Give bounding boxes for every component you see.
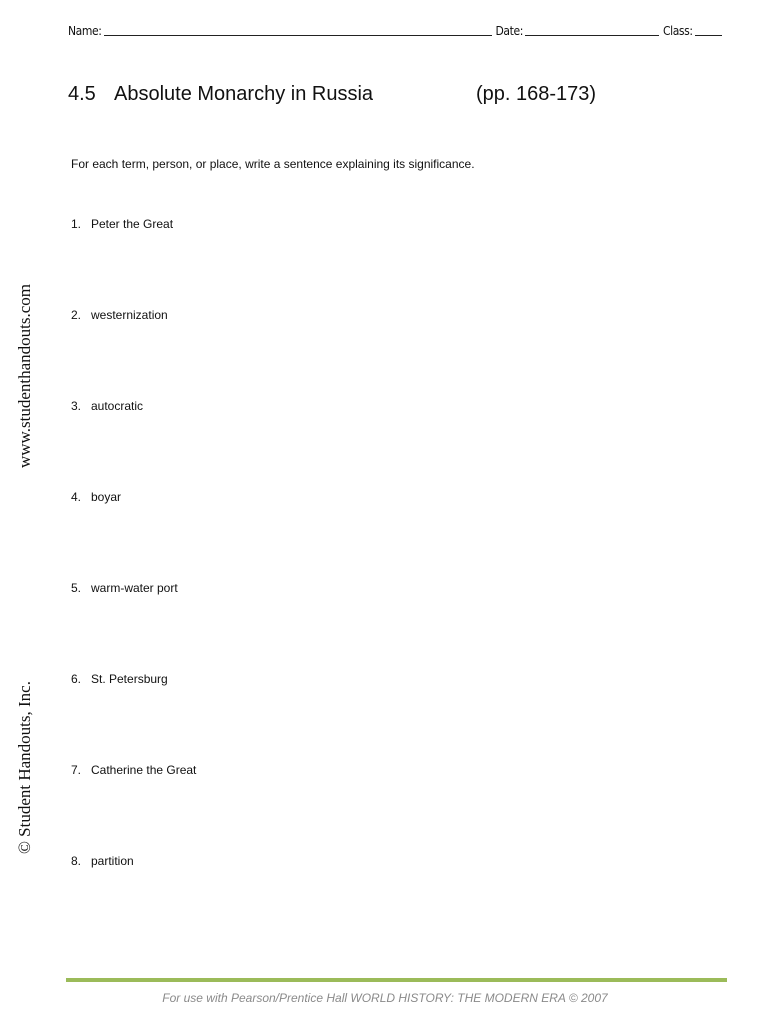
- item-number: 5.: [71, 581, 82, 595]
- item-number: 3.: [71, 399, 82, 413]
- list-item: [71, 399, 196, 490]
- name-label: Name:: [68, 24, 102, 38]
- item-term: warm-water port: [91, 581, 178, 595]
- list-item: [71, 581, 196, 672]
- list-item: [71, 763, 196, 854]
- item-term: autocratic: [91, 399, 144, 413]
- item-term: boyar: [91, 490, 122, 504]
- list-item: [71, 854, 196, 945]
- item-number: 6.: [71, 672, 82, 686]
- instructions: For each term, person, or place, write a sentence explaining its significance.: [71, 157, 475, 171]
- date-label: Date:: [495, 24, 523, 38]
- side-url: www.studenthandouts.com: [15, 284, 34, 468]
- list-item: [71, 672, 196, 763]
- item-number: 4.: [71, 490, 82, 504]
- item-number: 1.: [71, 217, 82, 231]
- item-number: 8.: [71, 854, 82, 868]
- class-blank: [695, 23, 722, 36]
- student-info-header: [68, 20, 724, 38]
- class-label: Class:: [662, 24, 693, 38]
- page-range: (pp. 168-173): [476, 83, 597, 105]
- term-list: [71, 217, 196, 945]
- item-number: 7.: [71, 763, 82, 777]
- title-text: Absolute Monarchy in Russia: [114, 83, 374, 105]
- section-number: 4.5: [68, 83, 96, 105]
- item-term: Catherine the Great: [91, 763, 197, 777]
- item-term: St. Petersburg: [91, 672, 168, 686]
- worksheet-title: [68, 83, 628, 106]
- item-term: Peter the Great: [91, 217, 174, 231]
- item-term: partition: [91, 854, 134, 868]
- name-blank: [104, 23, 492, 36]
- side-copyright: © Student Handouts, Inc.: [15, 681, 34, 854]
- footer-text: For use with Pearson/Prentice Hall WORLD HISTORY: THE MODERN ERA © 2007: [162, 991, 608, 1005]
- footer-rule: [66, 978, 727, 982]
- date-blank: [525, 23, 659, 36]
- list-item: [71, 308, 196, 399]
- list-item: [71, 490, 196, 581]
- item-number: 2.: [71, 308, 82, 322]
- list-item: [71, 217, 196, 308]
- item-term: westernization: [91, 308, 168, 322]
